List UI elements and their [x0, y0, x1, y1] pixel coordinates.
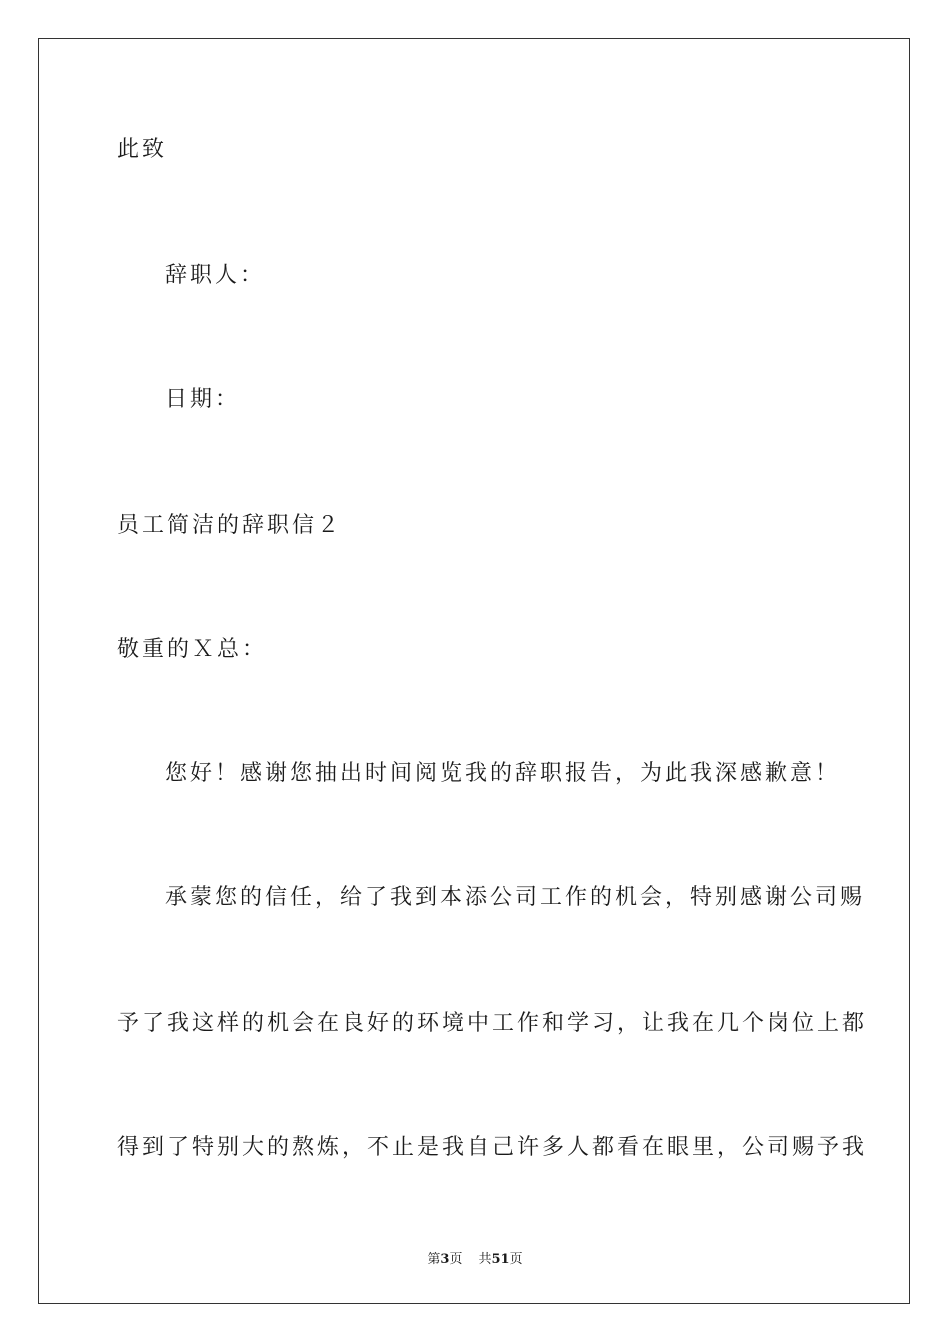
total-prefix: 共 [478, 1252, 492, 1267]
page-footer [0, 1248, 950, 1267]
page-suffix: 页 [449, 1252, 463, 1267]
date-label: 日期： [165, 387, 241, 412]
paragraph-1: 您好！感谢您抽出时间阅览我的辞职报告，为此我深感歉意！ [165, 761, 841, 786]
total-suffix: 页 [509, 1252, 523, 1267]
page-frame [38, 38, 910, 1304]
salutation: 敬重的Ｘ总： [117, 637, 268, 662]
closing-text: 此致 [117, 137, 168, 162]
page-prefix: 第 [427, 1252, 441, 1267]
paragraph-2-line-3: 得到了特别大的熬炼，不止是我自己许多人都看在眼里，公司赐予我 [117, 1135, 868, 1160]
page-number: 3 [440, 1252, 450, 1267]
paragraph-2-line-2: 予了我这样的机会在良好的环境中工作和学习，让我在几个岗位上都 [117, 1011, 868, 1036]
signer-label: 辞职人： [165, 263, 266, 288]
paragraph-2-line-1: 承蒙您的信任，给了我到本添公司工作的机会，特别感谢公司赐 [165, 885, 866, 910]
section-title: 员工简洁的辞职信２ [117, 513, 343, 538]
total-pages: 51 [491, 1252, 510, 1267]
